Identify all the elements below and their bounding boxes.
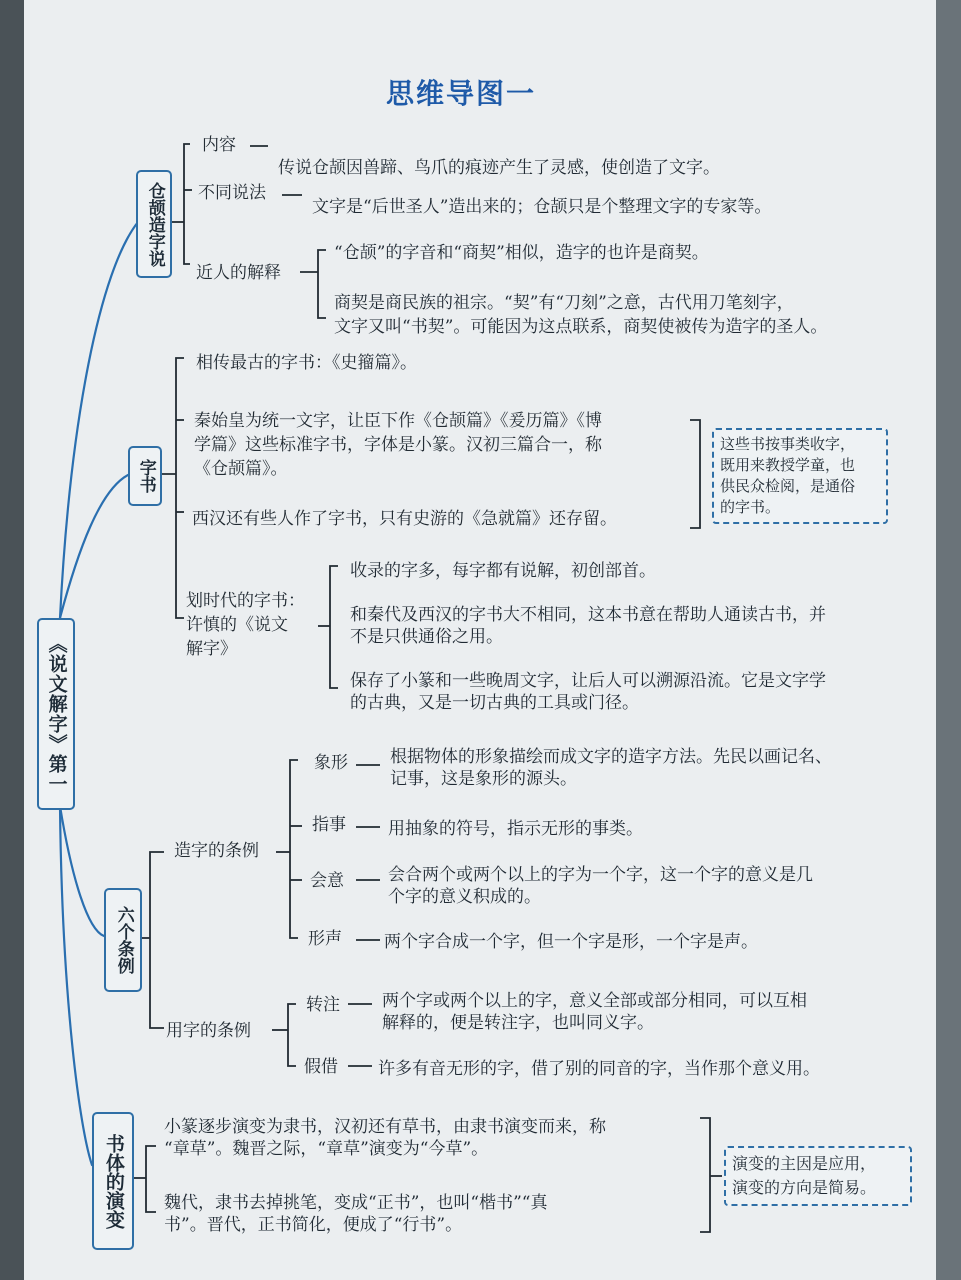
branch-cangjie-label: 仓颉造字说: [144, 181, 165, 267]
note-shuti-line: 演变的主因是应用，: [732, 1154, 877, 1173]
label-xingsheng: 形声: [308, 929, 342, 949]
branch-zishu: [128, 446, 162, 506]
text-huashidai-2b: 不是只供通俗之用。: [350, 627, 503, 647]
root-node: [37, 618, 75, 810]
text-jieshi-2b: 文字又叫“书契”。可能因为这点联系，商契使被传为造字的圣人。: [334, 317, 828, 337]
label-yongzi-tiaoli: 用字的条例: [166, 1021, 251, 1041]
branch-shuti-yanbian: [92, 1112, 134, 1250]
note-zishu-line: 供民众检阅，是通俗: [720, 477, 856, 495]
note-shuti: [724, 1146, 912, 1206]
text-zhuanzhu-a: 两个字或两个以上的字，意义全部或部分相同，可以互相: [382, 991, 807, 1011]
text-zhishi: 用抽象的符号，指示无形的事类。: [388, 819, 643, 839]
text-zuigu-zishu: 相传最古的字书：《史籀篇》。: [196, 353, 417, 373]
text-huiyi-b: 个字的意义积成的。: [388, 887, 541, 907]
label-zaozi-tiaoli: 造字的条例: [174, 841, 259, 861]
text-qin-3: 《仓颉篇》。: [194, 459, 288, 479]
text-jiajie: 许多有音无形的字，借了别的同音的字，当作那个意义用。: [378, 1059, 820, 1079]
text-huashidai-3a: 保存了小篆和一些晚周文字，让后人可以溯源沿流。它是文字学: [350, 671, 826, 691]
text-neirong: 传说仓颉因兽蹄、鸟爪的痕迹产生了灵感，使创造了文字。: [278, 158, 720, 178]
text-qin-1: 秦始皇为统一文字，让臣下作《仓颉篇》《爰历篇》《博: [194, 411, 602, 431]
note-zishu-line: 既用来教授学童，也: [720, 456, 856, 474]
branch-cangjie: [136, 170, 172, 278]
note-shuti-line: 演变的方向是简易。: [732, 1178, 877, 1197]
text-shuti-1a: 小篆逐步演变为隶书，汉初还有草书，由隶书演变而来，称: [164, 1117, 606, 1137]
label-zhishi: 指事: [312, 815, 346, 835]
label-huashidai-2: 许慎的《说文: [186, 615, 288, 635]
label-huashidai-1: 划时代的字书：: [186, 591, 305, 611]
text-xihan: 西汉还有些人作了字书，只有史游的《急就篇》还存留。: [192, 509, 617, 529]
text-xiangxing-a: 根据物体的形象描绘而成文字的造字方法。先民以画记名、: [390, 747, 832, 767]
text-jieshi-2a: 商契是商民族的祖宗。“契”有“刀刻”之意，古代用刀笔刻字，: [334, 293, 794, 313]
label-huiyi: 会意: [310, 871, 344, 891]
branch-shuti-label: 书体的演变: [102, 1133, 125, 1229]
branch-liutiaoli: [104, 888, 142, 992]
text-shuti-2a: 魏代，隶书去掉挑笔，变成“正书”，也叫“楷书”“真: [164, 1193, 548, 1213]
branch-liutiaoli-label: 六个条例: [113, 906, 134, 974]
label-huashidai-3: 解字》: [186, 639, 237, 659]
note-zishu-line: 的字书。: [720, 498, 781, 516]
text-zhuanzhu-b: 解释的，便是转注字，也叫同义字。: [382, 1013, 654, 1033]
text-huashidai-1: 收录的字多，每字都有说解，初创部首。: [350, 561, 656, 581]
text-butongshuofa: 文字是“后世圣人”造出来的；仓颉只是个整理文字的专家等。: [312, 197, 772, 217]
text-huiyi-a: 会合两个或两个以上的字为一个字，这一个字的意义是几: [388, 865, 813, 885]
text-huashidai-2a: 和秦代及西汉的字书大不相同，这本书意在帮助人通读古书，并: [350, 605, 826, 625]
label-jiajie: 假借: [304, 1057, 338, 1077]
note-zishu-line: 这些书按事类收字，: [720, 435, 856, 453]
label-butongshuofa: 不同说法: [198, 183, 266, 203]
branch-zishu-label: 字书: [135, 459, 156, 493]
label-neirong: 内容: [202, 135, 236, 155]
root-label: 《说文解字》第一: [45, 634, 68, 794]
text-xiangxing-b: 记事，这是象形的源头。: [390, 769, 577, 789]
text-shuti-2b: 书”。晋代，正书简化，便成了“行书”。: [164, 1215, 463, 1235]
text-xingsheng: 两个字合成一个字，但一个字是形，一个字是声。: [384, 932, 758, 952]
text-jieshi-1: “仓颉”的字音和“商契”相似，造字的也许是商契。: [334, 243, 709, 263]
page-title: 思维导图一: [386, 77, 537, 110]
label-jinren-jieshi: 近人的解释: [196, 263, 281, 283]
note-zishu: [712, 428, 888, 524]
text-shuti-1b: “章草”。魏晋之际，“章草”演变为“今草”。: [164, 1139, 489, 1159]
text-qin-2: 学篇》这些标准字书，字体是小篆。汉初三篇合一，称: [194, 435, 602, 455]
text-huashidai-3b: 的古典，又是一切古典的工具或门径。: [350, 693, 639, 713]
label-xiangxing: 象形: [314, 753, 348, 773]
label-zhuanzhu: 转注: [306, 995, 340, 1015]
